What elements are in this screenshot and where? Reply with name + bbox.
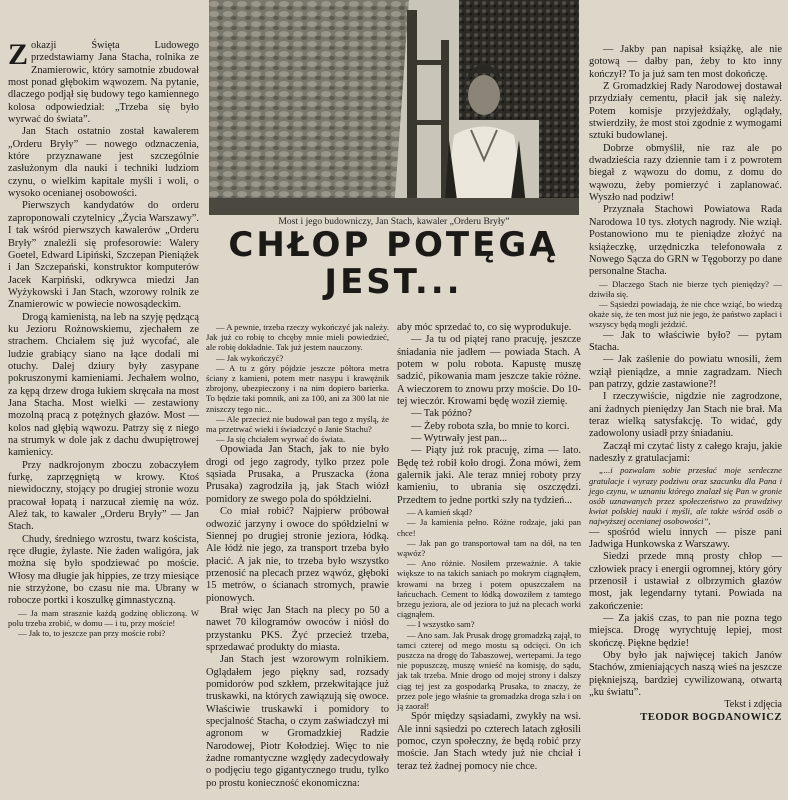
paragraph: Chudy, średniego wzrostu, twarz koścista, ręce długie, żylaste. Nie żaden waligóra, jak można się było spodziewać po moście. Włosy ma długie jak hippies, ze trzy miesiące nie strzyżone, bo czasu nie ma. Ubrany w robocze portki i koszulkę gimnastyczną. [8,533,200,607]
paragraph: Oby było jak najwięcej takich Janów Stachów, zmieniających naszą wieś na jeszcze piękniejszą, bardziej cywilizowaną, otwartą „ku światu”. [589,649,782,699]
paragraph: Spór między sąsiadami, zwykły na wsi. Ale inni sąsiedzi po czterech latach zgłosili pomoc, czyn społeczny, że będą robić przy moście. Jan Stach wtedy już nie chciał i teraz też żadnej pomocy nie chce. [397,711,581,772]
paragraph: — Za jakiś czas, to pan nie pozna tego miejsca. Drogę wyrychtuję lepiej, most skończę. Piękne będzie! [589,612,782,649]
quote: — Jak pan go transportował tam na dół, na ten wąwóz? [397,537,581,558]
paragraph: Brał więc Jan Stach na plecy po 50 a nawet 70 kilogramów owoców i niósł do przystanku PKS. Żyć przecież trzeba, sprzedawać produkty do miasta. [206,604,389,653]
paragraph: Jan Stach ostatnio został kawalerem „Orderu Bryły” — nowego odznaczenia, które przyznawane jest szczególnie zasłużonym dla nauki i techniki ludziom czynu, o wielkim kapitale myśli i woli, o wysoko ocenianej osobowości. [8,126,199,200]
quote: — A tu z góry pójdzie jeszcze półtora metra ściany z kamieni, potem metr nasypu i krawężnik zbrojony, ubezpieczony i na nim dopiero barierka. To będzie taki pomnik, ani za 100, ani za 300 lat nie zniszczy tego nic... [206,362,389,414]
quote: — Ja kamienia pełno. Różne rodzaje, jaki pan chce! [397,517,581,538]
paragraph: Zaczął mi czytać listy z całego kraju, jakie nadeszły z gratulacjami: [589,440,782,464]
quote: — Ja się chciałem wyrwać do świata. [216,434,346,445]
quote: — Ano sam. Jak Prusak drogę gromadzką zajął, to tamci czterej od mego mostu są odcięci. On ich puszcza na drogę do Tabaszowej, wertepami. Ja tego nie popuszczę, muszę wnieść na komisję, do sądu, jak tak trzeba. Mnie drogo od mojej strony i dalszy ciąg tej jest za gospodarką Prusaka, to znaczy, że przez pole jego właśnie ta gromadzka droga szła i on ją zaorał! [397,629,581,712]
paragraph: Dobrze obmyślił, nie raz ale po dwadzieścia razy dziennie tam i z powrotem biegał z wąwozu do domu, z domu do wąwozu, żeby pomierzyć i zaplanować. Wyszło nad podziw! [589,142,782,204]
paragraph: Drogą kamienistą, na leb na szyję pędzącą ku Jezioru Rożnowskiemu, zjechałem ze strachem. Chciałem się już wycofać, ale ludzie grabiący siano na łące dodali mi otuchy. Dalej dziury były zasypane pokruszonymi kamieniami. Jechałem wolno, za kępą drzew droga łukiem skręcała na most Jana Stacha. Most wielki — zestawiony mozolną pracą z potężnych głazów. Most — kolos nad głębią wąwozu. Patrzy się z niego na strumyk w dole jak z dachu dwupiętrowej kamienicy. [8,311,199,459]
quote: — A kamień skąd? [407,507,473,518]
paragraph: Opowiada Jan Stach, jak to nie było drogi od jego zagrody, tylko przez pole sąsiada Prusaka, a Pruszacka (żona Prusaka) zagrodziła ją, jak Stach wiózł pomidory ze swego pola do spółdzielni. [206,444,389,505]
paragraph: — Jak zaślenie do powiatu wnosili, żem wziął pieniądze, a mnie zagradzam. Niech pan patrzy, gdzie zastawione?! [589,354,782,390]
headline-line-1: CHŁOP POTĘGĄ [228,225,559,265]
paragraph: Jan Stach jest wzorowym rolnikiem. Oglądałem jego piękny sad, rozsady pomidorów pod szkłem, przekwitające już truskawki, na których zawiązują się owoce. Właściwie truskawki i pomidory to specjalność Stacha, o czym zaświadczył mi agronom w Gromadzkiej Radzie Narodowej, Piotr Kołodziej. Więc to nie żadne romantyczne względy zadecydowały o podjęciu tego gigantycznego trudu, tylko po prostu konieczność ekonomiczna: [206,654,389,789]
letter-quote: „...i pozwalam sobie przesłać moje serdeczne gratulacje i wyrazy podziwu oraz szacunku dla Pana i jego czynu, w uznaniu którego znalazł się Pan w gronie osób uznawanych przez społeczeństwo za prawdziwy kwiat polskiej nauki i myśli, ale także wśród osób o najwyższej ocenianej osobowości”, [589,465,782,527]
photo-image [209,0,579,215]
credit-label: Tekst i zdjęcia [724,699,782,711]
quote: — A pewnie, trzeba rzeczy wykończyć jak należy. Jak już co robię to chcęby mnie mieli powiedzieć, ale robię dokładnie. Tak już jestem nauczony. [206,322,389,353]
quote: — Ale przecież nie budował pan tego z myślą, że ma przetrwać wieki i świadczyć o Janie Stachu? [206,413,389,435]
paragraph: Co miał robić? Najpierw próbował odwozić jarzyny i owoce do spółdzielni w Siennej po drugiej stronie jeziora, łódką. Ale łódź nie jego, za transport trzeba było płacić. A jak nie, to trzeba było wszystko przenosić na plecach przez wąwóz, głęboki 15 metrów, o ścianach stromych, prawie pionowych. [206,506,389,604]
quote: — Jak wykończyć? [216,352,284,363]
quote: — Sąsiedzi powiadają, że nie chce wziąć, bo wiedzą okaże się, że ten most już nie jego, że państwo zapłaci i wszyscy będą mogli jeździć. [589,298,782,330]
drop-cap: Z [8,38,29,71]
headline-line-2: JEST... [324,262,463,302]
paragraph: I rzeczywiście, nigdzie nie zagrodzone, ani żadnych pieniędzy Jan Stach nie brał. Ma teraz wielką satysfakcję. To widać, gdy zadowolony usiadł przy śniadaniu. [589,391,782,440]
paragraph: Przy nadkrojonym zboczu zobaczyłem furkę, zaprzęgniętą w krowy. Ktoś niewidoczny, stojący po drugiej stronie wozu pracował łopatą i narzucał ziemię na wóz. Aleź tak, to kawaler „Orderu Bryły” — Jan Stach. [8,459,199,533]
paragraph: — Jak to właściwie było? — pytam Stacha. [589,329,782,353]
column-1 [8,40,199,638]
paragraph: aby móc sprzedać to, co się wyprodukuje. [397,322,572,333]
column-3 [397,322,581,773]
column-4 [589,44,782,724]
paragraph: — Ja tu od piątej rano pracuję, jeszcze śniadania nie jadłem — powiada Stach. A potem w polu robota. Kapustę muszę sadzić, pikowania mam jeszcze takie różne. A wieczorem to znowu przy moście. Do 10-tej wieczór. Krowami będę woził ziemię. [397,334,581,408]
column-2 [206,322,389,790]
quote: — Dlaczego Stach nie bierze tych pieniędzy? — dziwiła się. [589,278,782,299]
paragraph: Pierwszych kandydatów do orderu zaproponowali czytelnicy „Życia Warszawy”. I tak wśród pierwszych kawalerów „Orderu Bryły” znaleźli się profesorowie: Walery Goetel, Edward Lipiński, Szczepan Pieniążek i Jan Szczepański, konstruktor komputerów Jacek Karpiński, odkrywca miedzi Jan Wyżykowski i Jan Stach, wzorowy rolnik ze Znamierowic w powiecie nowosądeckim. [8,200,199,311]
quote: — Ja mam strasznie każdą godzinę obliczoną. W polu trzeba zrobić, w domu — i tu, przy moście! [8,607,199,629]
quote: — Ano różnie. Nosiłem przeważnie. A takie większe to na takich saniach po mokrym ciągnąłem, krowami na brzeg i potem opuszczałem na łańcuchach. Cement to łódką dowoziłem z tamtego brzegu jeziora, ale od jeziora to już na plecach worki ciągnąłem. [397,558,581,620]
author-name: TEODOR BOGDANOWICZ [640,711,782,723]
photo-caption: Most i jego budowniczy, Jan Stach, kawaler „Orderu Bryły” [278,216,510,227]
paragraph: Siedzi przede mną prosty chłop — człowiek pracy i energii ogromnej, który góry przenosił i ustawiał z olbrzymich głazów most, jak legendarny tytani. Powiada na zakończenie: [589,551,782,612]
paragraph: — Wytrwały jest pan... [411,433,508,445]
paragraph: — Tak późno? [411,408,472,420]
article-headline [206,226,581,300]
paragraph: — Piąty już rok pracuję, zima — lato. Będę też robił koło drogi. Żona mówi, żem galernik jaki. Ale teraz mniej roboty przy kamieniu, to ubrania się oszczędzi. Przedtem to jedne portki szły na tydzień... [397,445,581,506]
bridge-photo [209,0,579,215]
paragraph: — spośród wielu innych — pisze pani Jadwiga Hunkowska z Warszawy. [589,526,782,550]
quote: — I wszystko sam? [407,619,475,630]
paragraph: Przyznała Stachowi Powiatowa Rada Narodowa 10 tys. złotych nagrody. Nie wziął. Postanowiono mu te pieniądze złożyć na książeczkę, urzędniczka telefonowała z Nowego Sącza do GRN w Tęgoborzy po dane personalne Stacha. [589,204,782,278]
intro-paragraph: Zokazji Święta Ludowego przedstawiamy Jana Stacha, rolnika ze Znamierowic, który samotnie zbudował most ponad głębokim wąwozem. Na pytanie, dlaczego podjął się budowy tego kamiennego kolosa odpowiedział: „Trzeba się było wyrwać do świata”. [8,38,199,126]
paragraph: — Jakby pan napisał książkę, ale nie gotową — dałby pan, żeby to kto inny kończył? To ja już sam ten most dokończę. [589,44,782,80]
paragraph: — Żeby robota szła, bo mnie to korci. [411,420,570,432]
quote: — Jak to, to jeszcze pan przy moście robi? [18,628,166,639]
paragraph: Z Gromadzkiej Rady Narodowej dostawał przydziały cementu, płacił jak się należy. Potem komisje przyjeżdżały, oglądały, stwierdziły, że most stoi zgodnie z wymogami sztuki budowlanej. [589,81,782,142]
